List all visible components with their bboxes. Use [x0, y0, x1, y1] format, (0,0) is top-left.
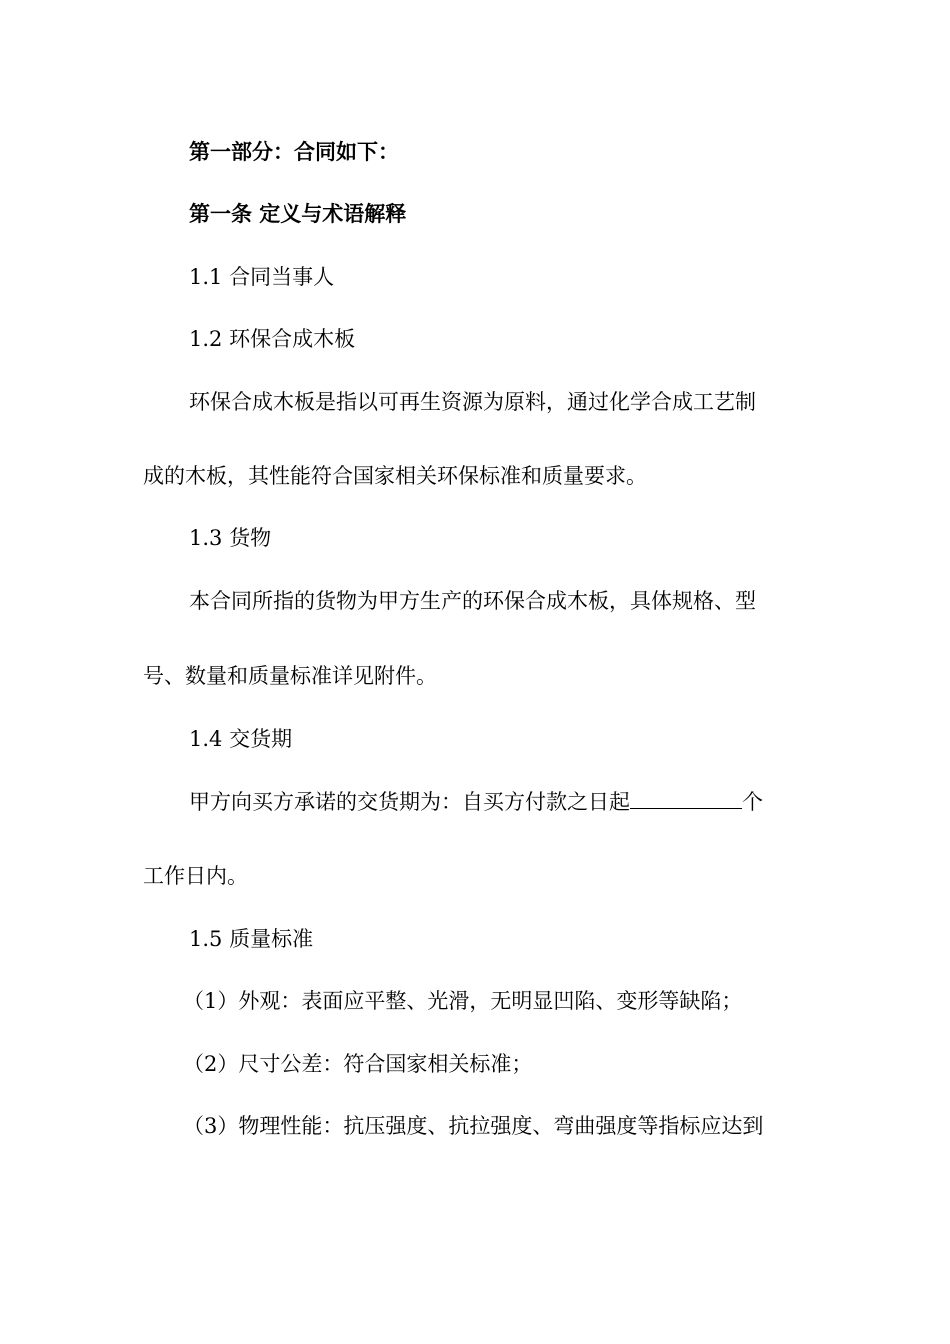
section-1-3-paragraph-line-2: 号、数量和质量标准详见附件。: [143, 664, 437, 688]
part-heading: 第一部分：合同如下：: [189, 140, 399, 164]
delivery-days-blank: [630, 790, 742, 809]
quality-item-3: （3）物理性能：抗压强度、抗拉强度、弯曲强度等指标应达到: [183, 1114, 764, 1138]
quality-item-1: （1）外观：表面应平整、光滑，无明显凹陷、变形等缺陷；: [183, 989, 743, 1013]
section-1-4-paragraph-line-1: [189, 787, 763, 817]
section-1-2-heading: 1.2 环保合成木板: [189, 327, 356, 351]
section-1-2-paragraph-line-2: 成的木板，其性能符合国家相关环保标准和质量要求。: [143, 464, 647, 488]
article-heading: 第一条 定义与术语解释: [189, 202, 407, 226]
delivery-text-before-blank: 甲方向买方承诺的交货期为：自买方付款之日起: [189, 790, 630, 814]
section-1-2-paragraph-line-1: 环保合成木板是指以可再生资源为原料，通过化学合成工艺制: [189, 390, 756, 414]
quality-item-2: （2）尺寸公差：符合国家相关标准；: [183, 1052, 533, 1076]
delivery-text-after-blank: 个: [742, 790, 763, 814]
section-1-3-heading: 1.3 货物: [189, 526, 272, 550]
section-1-4-heading: 1.4 交货期: [189, 727, 293, 751]
section-1-5-heading: 1.5 质量标准: [189, 927, 314, 951]
section-1-4-paragraph-line-2: 工作日内。: [143, 864, 248, 888]
section-1-3-paragraph-line-1: 本合同所指的货物为甲方生产的环保合成木板，具体规格、型: [189, 589, 756, 613]
section-1-1-heading: 1.1 合同当事人: [189, 265, 335, 289]
